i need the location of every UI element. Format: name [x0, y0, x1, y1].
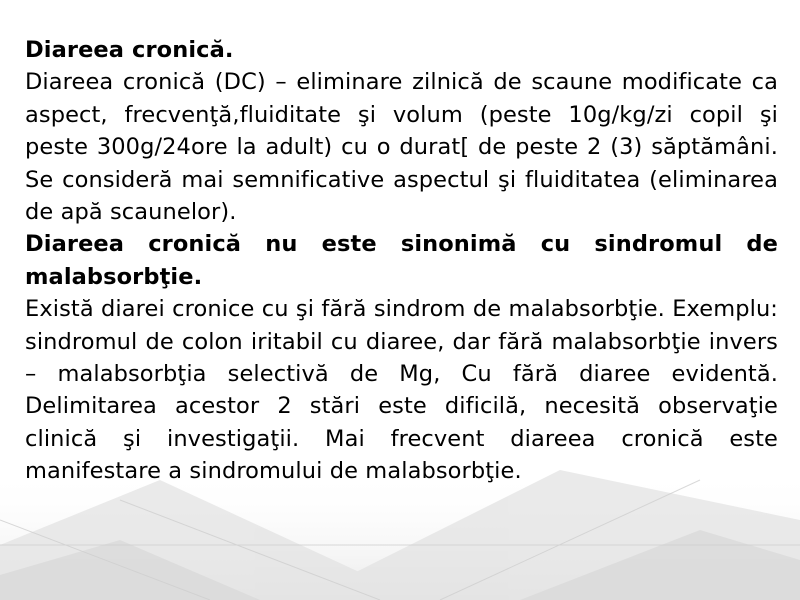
definition-paragraph: Diareea cronică (DC) – eliminare zilnică de scaune modificate ca aspect, frecvenţă,fluiditate şi volum (peste 10g/kg/zi copil şi peste 300g/24ore la adult) cu o durat[ de peste 2 (3) săptămâni. Se consideră mai semnificative aspectul şi fluiditatea (eliminarea de apă scaunelor).	[25, 69, 778, 226]
text-body	[25, 34, 778, 488]
explanation-paragraph: Există diarei cronice cu şi fără sindrom de malabsorbţie. Exemplu: sindromul de colon iritabil cu diaree, dar fără malabsorbţie invers – malabsorbţia selectivă de Mg, Cu fără diaree evidentă. Delimitarea acestor 2 stări este dificilă, necesită observaţie clinică şi investigaţii. Mai frecvent diareea cronică este manifestare a sindromului de malabsorbţie.	[25, 296, 778, 485]
key-statement: Diareea cronică nu este sinonimă cu sindromul de malabsorbţie.	[25, 231, 778, 290]
heading: Diareea cronică.	[25, 37, 234, 63]
